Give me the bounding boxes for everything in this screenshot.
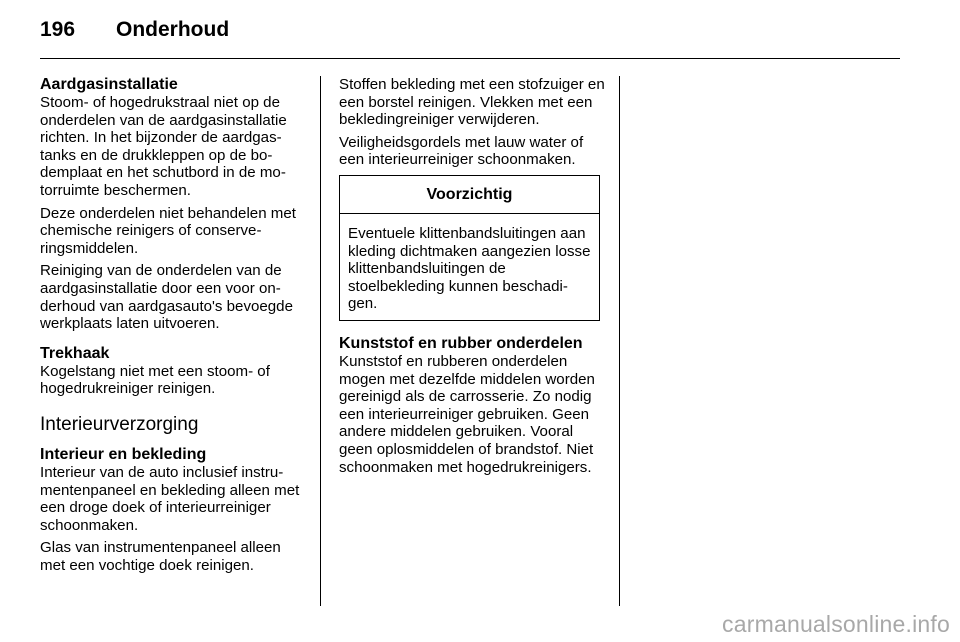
heading-interieur-en-bekleding: Interieur en bekleding [40,445,207,463]
heading-aardgasinstallatie: Aardgasinstallatie [40,76,178,93]
paragraph: Glas van instrumentenpaneel alleen met een vochtige doek reinigen. [40,539,281,574]
paragraph: Kunststof en rubberen onderdelen mogen met dezelfde middelen worden gereinigd als de carrosserie. Zo nodig een interieurreiniger gebruiken. Geen andere middelen gebruiken. Vooral geen oplosmiddelen of brandstof. Niet schoonmaken met hogedrukreinigers. [339,352,595,476]
column-middle [339,76,605,481]
caution-box [339,175,600,321]
paragraph: Stoffen bekleding met een stofzuiger en een borstel reinigen. Vlekken met een bekledingreiniger verwijderen. [339,76,605,129]
paragraph: Veiligheidsgordels met lauw water of een interieurreiniger schoonmaken. [339,133,584,169]
paragraph: Interieur van de auto inclusief instrumentenpaneel en bekleding alleen met een droge doek of interieurreiniger schoonmaken. [40,463,300,534]
watermark: carmanualsonline.info [722,611,950,637]
paragraph: Stoom- of hogedrukstraal niet op de onderdelen van de aardgasinstallatie richten. In het bijzonder de aardgastanks en de drukkleppen op de bodemplaat en het schutbord in de motorruimte beschermen. [40,94,287,199]
section-heading-interieurverzorging: Interieurverzorging [40,413,199,435]
column-left [40,76,308,579]
heading-trekhaak: Trekhaak [40,344,110,362]
header-divider [40,58,900,59]
page-number: 196 [40,18,76,41]
column-divider [320,76,321,606]
paragraph: Kogelstang niet met een stoom- of hogedrukreiniger reinigen. [40,362,270,398]
page-title: Onderhoud [116,18,230,41]
heading-kunststof-en-rubber: Kunststof en rubber onderdelen [339,334,583,352]
column-divider [619,76,620,606]
paragraph: Deze onderdelen niet behandelen met chemische reinigers of conserveringsmiddelen. [40,204,296,257]
paragraph: Reiniging van de onderdelen van de aardgasinstallatie door een voor onderhoud van aardgasauto's bevoegde werkplaats laten uitvoeren. [40,262,293,333]
caution-title: Voorzichtig [340,176,599,214]
caution-text: Eventuele klittenbandsluitingen aan kleding dichtmaken aangezien losse klittenbandsluitingen de stoelbekleding kunnen beschadigen. [348,224,591,313]
page-header [40,18,229,48]
